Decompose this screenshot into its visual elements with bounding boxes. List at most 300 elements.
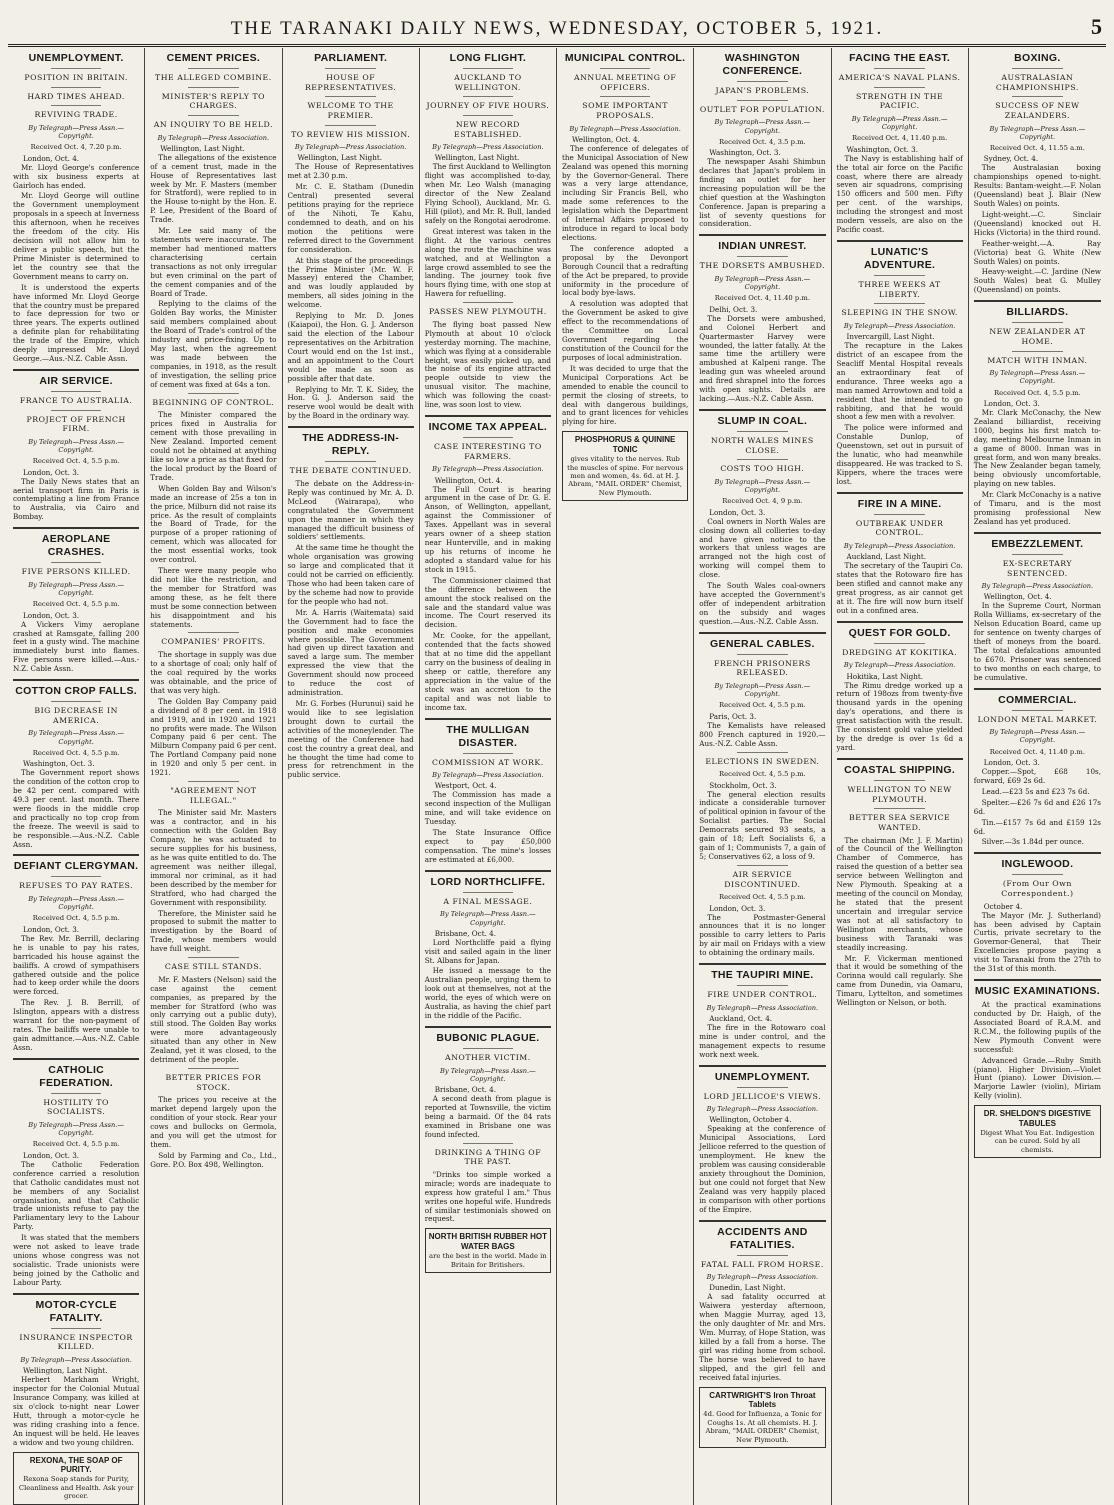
article-paragraph: The Full Court is hearing argument in the case of Dr. G. E. Anson, of Wellington, appellant, against the Commissioner of Taxes. Appellant was in several years owner of a sheep station near Hunterville, and in making up his returns of income he adopted a standard value for his stock in 1915. bbox=[424, 484, 551, 574]
article-paragraph: The first Auckland to Wellington flight was accomplished to-day, when Mr. Leo Walsh (managing director of the New Zealand Flying School), Auckland, Mr. G. Hill (pilot), and Mr. R. Bull, landed safely on the Rongotai aerodrome. bbox=[424, 162, 551, 225]
article-byline: By Telegraph—Press Association. bbox=[843, 321, 956, 330]
sub-rule bbox=[325, 125, 376, 126]
article-divider bbox=[837, 240, 963, 242]
article-divider bbox=[699, 963, 825, 965]
article bbox=[699, 234, 825, 404]
article-dateline: London, Oct. 3. bbox=[709, 507, 766, 517]
sub-rule bbox=[51, 87, 102, 88]
article-headline: THE MULLIGAN DISASTER. bbox=[446, 723, 530, 749]
article-byline: By Telegraph—Press Assn.—Copyright. bbox=[28, 437, 124, 455]
article-subheading: AMERICA'S NAVAL PLANS. bbox=[838, 73, 961, 83]
sub-rule bbox=[1012, 68, 1063, 69]
article-received: Received Oct. 4, 5.5 p.m. bbox=[32, 1140, 120, 1149]
article-subheading: SOME IMPORTANT PROPOSALS. bbox=[582, 101, 668, 120]
article bbox=[13, 527, 139, 674]
article-paragraph: The South Wales coal-owners have accepted the Government's offer of independent arbitration on the subsidy and wages question.—Aus.-N.Z. Cable Assn. bbox=[699, 581, 826, 626]
article-byline: By Telegraph—Press Assn.—Copyright. bbox=[714, 477, 811, 495]
sub-rule bbox=[51, 410, 102, 411]
article-paragraph: A second death from plague is reported at Townsville, the victim being a barmaid. Of the 84 rats examined in Brisbane one was found infected. bbox=[424, 1093, 551, 1139]
article-paragraph: Mr. C. E. Statham (Dunedin Central) presented several petitions praying for the repriece of the Nihoti, Te Kahu, condemned to death, and on his motion the petitions were referred direct to the Government for consideration. bbox=[287, 182, 414, 254]
article-dateline: Sydney, Oct. 4. bbox=[983, 154, 1039, 164]
article-paragraph: At the practical examinations conducted by Dr. Haigh, of the Associated Board of R.A.M. and R.C.M., the following pupils of the New Plymouth Convent were successful: bbox=[973, 1000, 1101, 1054]
article-paragraph: Replying to Mr. T. K. Sidey, the Hon. G. J. Anderson said the reserve wool would be dealt with by the Board in the ordinary way. bbox=[287, 384, 414, 421]
article-subheading: NORTH WALES MINES CLOSE. bbox=[710, 436, 814, 455]
article-divider bbox=[425, 870, 551, 872]
article-byline: By Telegraph—Press Assn.—Copyright. bbox=[440, 910, 536, 927]
article-headline: DEFIANT CLERGYMAN. bbox=[13, 860, 139, 873]
article-divider bbox=[974, 688, 1101, 690]
article-headline: EMBEZZLEMENT. bbox=[991, 537, 1084, 550]
sub-rule bbox=[51, 562, 102, 563]
article-paragraph: The Mayor (Mr. J. Sutherland) has been advised by Captain Curtis, private secretary to the Governor-General, that Their Excellencies propose paying a visit to Taranaki from the 27th to the 31st of this month. bbox=[973, 910, 1101, 974]
ad-text: Digest What You Eat. Indigestion can be cured. Sold by all chemists. bbox=[980, 1129, 1095, 1154]
article-byline: By Telegraph—Press Association. bbox=[843, 542, 956, 551]
ad-title: REXONA, THE SOAP OF PURITY. bbox=[29, 1455, 123, 1475]
article-paragraph: Coal owners in North Wales are closing down all collieries to-day and have given notice to the workers that unless wages are arranged not the high cost of working will compel them to close. bbox=[699, 516, 826, 580]
article-subheading: COMPANIES' PROFITS. bbox=[161, 637, 266, 647]
sub-rule bbox=[1012, 322, 1063, 323]
article bbox=[699, 1220, 825, 1383]
article-subheading: LORD JELLICOE'S VIEWS. bbox=[703, 1091, 822, 1101]
article-dateline: London, Oct. 3. bbox=[709, 903, 766, 913]
article-paragraph: The conference of delegates of the Municipal Association of New Zealand was opened this morning by the Governor-General. There was a very large attendance, including Sir Francis Bell, who made some references to the legislation which the Department of Internal Affairs proposed to introduce in regard to local body elections. bbox=[562, 143, 689, 242]
page-number: 5 bbox=[1091, 14, 1102, 39]
article-byline: By Telegraph—Press Association. bbox=[157, 133, 270, 142]
article bbox=[425, 302, 551, 410]
article-paragraph: Mr. Clark McConachy is a native of Timaru, and is the most promising professional New Zealand has yet produced. bbox=[973, 490, 1101, 526]
article-divider bbox=[974, 852, 1101, 854]
article-divider bbox=[13, 854, 139, 856]
article-subheading: DRINKING A THING OF THE PAST. bbox=[434, 1147, 542, 1167]
article-subheading: BEGINNING OF CONTROL. bbox=[152, 397, 275, 407]
article-subheading: HARD TIMES AHEAD. bbox=[27, 91, 125, 101]
article-dateline: Wellington, Last Night. bbox=[160, 143, 245, 153]
article-paragraph: The Golden Bay Company paid a dividend of 8 per cent. in 1918 and 1919, and in 1920 and 1921 no profits were made. The Wilson Company paid 6 per cent. The Milburn Company paid 6 per cent. The Portland Company paid none in 1920 and only 5 per cent. in 1921. bbox=[150, 696, 277, 778]
article-paragraph: The conference adopted a proposal by the Devonport Borough Council that a redrafting of the Act be prepared, to provide uniformity in the procedure of local body bye-laws. bbox=[562, 243, 689, 298]
sub-rule bbox=[188, 632, 239, 633]
sub-rule bbox=[600, 96, 651, 97]
article-divider bbox=[699, 1220, 825, 1222]
article-received: Received Oct. 4, 5.5 p.m. bbox=[32, 457, 120, 466]
article-subheading: MATCH WITH INMAN. bbox=[987, 355, 1088, 365]
article-paragraph: The Catholic Federation conference carried a resolution that Catholic candidates must not be members of any Socialist organisation, and that Catholic trade unionists refuse to pay the Parliamentary levy to the Labour Party. bbox=[13, 1159, 140, 1232]
article-headline: INCOME TAX APPEAL. bbox=[428, 421, 548, 434]
article-paragraph: The Commissioner claimed that the difference between the amount the stock realised on the sale and the standard value was income. The Court reserved its decision. bbox=[424, 575, 551, 630]
sub-rule bbox=[737, 985, 788, 986]
article-subheading: BETTER SEA SERVICE WANTED. bbox=[849, 813, 951, 832]
article bbox=[425, 1026, 551, 1140]
article-subheading: LONDON METAL MARKET. bbox=[977, 714, 1098, 724]
advertisement bbox=[425, 1228, 551, 1273]
article-paragraph: Mr. F. Vickerman mentioned that it would be something of the Corinna would call regularly. She came from Dunedin, via Oamaru, Timaru, Lyttelton, and sometimes Wellington or Nelson, or both. bbox=[836, 953, 963, 1008]
sub-rule bbox=[1012, 554, 1063, 555]
sub-rule bbox=[737, 431, 788, 432]
article-byline: By Telegraph—Press Assn.—Copyright. bbox=[28, 123, 124, 141]
article-dateline: London, Oct. 3. bbox=[23, 610, 80, 620]
article-byline: By Telegraph—Press Association. bbox=[706, 1003, 819, 1012]
article-byline: By Telegraph—Press Association. bbox=[20, 1356, 132, 1365]
article-subheading: TO REVIEW HIS MISSION. bbox=[291, 129, 411, 139]
article-dateline: Wellington, Oct. 4. bbox=[572, 134, 640, 144]
article-paragraph: The Commission has made a second inspection of the Mulligan mine, and will take evidence on Tuesday. bbox=[424, 790, 551, 827]
article-subheading: COSTS TOO HIGH. bbox=[720, 464, 805, 474]
article-byline: By Telegraph—Press Assn.—Copyright. bbox=[989, 728, 1086, 745]
article-dateline: London, Oct. 3. bbox=[983, 758, 1040, 768]
article-subheading: DREDGING AT KOKITIKA. bbox=[842, 647, 958, 657]
article-subheading: THE DEBATE CONTINUED. bbox=[289, 466, 412, 476]
article-subheading: NEW RECORD ESTABLISHED. bbox=[454, 119, 522, 139]
article-headline: LUNATIC'S ADVENTURE. bbox=[863, 245, 936, 271]
article-dateline: Wellington, Last Night. bbox=[23, 1366, 108, 1376]
article-received: Received Oct. 4, 5.5 p.m. bbox=[719, 701, 806, 710]
article bbox=[699, 1065, 825, 1215]
article-paragraph: Mr. Lee said many of the statements were inaccurate. The member had mentioned matters characterising certain transactions as not only irregular but even criminal on the part of the cement companies and of the Board of Trade. bbox=[150, 226, 277, 298]
advertisement bbox=[13, 1452, 139, 1505]
article bbox=[13, 679, 139, 849]
article bbox=[837, 492, 963, 616]
sub-rule bbox=[463, 437, 514, 438]
article-subheading: COMMISSION AT WORK. bbox=[432, 757, 544, 767]
sub-rule bbox=[51, 701, 102, 702]
sub-rule bbox=[874, 808, 925, 809]
article-subheading: SLEEPING IN THE SNOW. bbox=[841, 308, 958, 318]
article-subheading: JOURNEY OF FIVE HOURS. bbox=[426, 101, 550, 111]
article-paragraph: The debate on the Address-in-Reply was continued by Mr. A. D. McLeod (Wairarapa), who congratulated the Government upon the manner in which they managed the difficult business of soldiers' settlements. bbox=[287, 478, 414, 542]
article-headline: CATHOLIC FEDERATION. bbox=[39, 1063, 113, 1089]
sub-rule bbox=[325, 68, 376, 69]
advertisement bbox=[699, 1387, 825, 1449]
article-paragraph: Mr. Lloyd George will outline the Government unemployment proposals in a speech at Inverness this afternoon, when he receives the freedom of the city. His decision will not allow him to deliver a public speech, but the Prime Minister is determined to let the country see that the Government means to carry on. bbox=[13, 191, 140, 281]
article-paragraph: In the Supreme Court, Norman Rolla Williams, ex-secretary of the Nelson Education Board, came up for sentence on twenty charges of theft of moneys from the board. The total defalcations amounted to £670. Prisoner was sentenced to two months on each charge, to be cumulative. bbox=[973, 601, 1101, 682]
article-dateline: Wellington, Oct. 4. bbox=[434, 475, 503, 485]
article-subheading: "AGREEMENT NOT ILLEGAL." bbox=[170, 786, 257, 805]
advertisement bbox=[562, 431, 688, 501]
sub-rule bbox=[874, 780, 925, 781]
article-dateline: London, Oct. 3. bbox=[983, 398, 1040, 408]
article-dateline: London, Oct. 4. bbox=[23, 153, 80, 163]
article-subheading: JAPAN'S PROBLEMS. bbox=[715, 86, 810, 96]
article-paragraph: The secretary of the Taupiri Co. states that the Rotowaro fire has been stifled and cannot make any great progress, as air cannot get at it. The fire will now burn itself out in a confined area. bbox=[836, 561, 963, 615]
article-paragraph: The general election results indicate a considerable turnover of political opinion in favour of the Socialist parties. The Social Democrats secured 93 seats, a gain of 18; Left Socialists 6, a gain of 1; Communists 7, a gain of 5; Conservatives 62, a loss of 9. bbox=[699, 789, 826, 861]
article-byline: By Telegraph—Press Association. bbox=[294, 143, 407, 152]
article-paragraph: Mr. Clark McConachy, the New Zealand billiardist, receiving 1000, begins his first match to-day, meeting Melbourne Inman in a game of 8000. Inman was in great form, and won many breaks. The New Zealander began tamely, being obviously uncomfortable, playing on new tables. bbox=[973, 407, 1101, 489]
article-paragraph: Silver.—3s 1.84d per ounce. bbox=[981, 837, 1084, 847]
article bbox=[562, 52, 688, 427]
article bbox=[837, 758, 963, 1008]
article-subheading: ELECTIONS IN SWEDEN. bbox=[705, 756, 820, 766]
article-received: Received Oct. 4, 3.5 p.m. bbox=[719, 137, 806, 146]
article-received: Received Oct. 4, 5.5 p.m. bbox=[32, 748, 120, 757]
article bbox=[13, 1058, 139, 1288]
article-headline: FACING THE EAST. bbox=[849, 52, 951, 64]
article-paragraph: Feather-weight.—A. Ray (Victoria) beat G. White (New South Wales) on points. bbox=[973, 238, 1101, 266]
article-divider bbox=[699, 234, 825, 236]
article-subheading: CASE STILL STANDS. bbox=[164, 962, 262, 972]
article-byline: By Telegraph—Press Assn.—Copyright. bbox=[851, 114, 948, 132]
article-dateline: London, Oct. 3. bbox=[23, 467, 80, 477]
article-received: Received Oct. 4, 5.5 p.m. bbox=[719, 770, 806, 779]
article bbox=[150, 393, 276, 630]
sub-rule bbox=[51, 391, 102, 392]
article-headline: BUBONIC PLAGUE. bbox=[436, 1031, 540, 1044]
sub-rule bbox=[463, 753, 514, 754]
article bbox=[699, 963, 825, 1059]
sub-rule bbox=[188, 68, 239, 69]
article-paragraph: Mr. G. Forbes (Hurunui) said he would like to see legislation brought down to curtail the activities of the moneylender. The meeting of the Conference had cost the country a great deal, and he thought the time had come to press for retrenchment in the public service. bbox=[287, 699, 414, 780]
article-dateline: Delhi, Oct. 3. bbox=[709, 304, 758, 314]
article-paragraph: The State Insurance Office expect to pay £50,000 compensation. The mine's losses are estimated at £6,000. bbox=[424, 828, 551, 864]
article-received: Received Oct. 4, 11.40 p.m. bbox=[851, 134, 948, 143]
article-received: Received Oct. 4, 7.20 p.m. bbox=[30, 143, 122, 152]
article-subheading: FIVE PERSONS KILLED. bbox=[21, 567, 131, 577]
sub-rule bbox=[874, 68, 925, 69]
article-paragraph: The Postmaster-General announces that it is no longer possible to carry letters to Paris by air mail on Fridays with a view to obtaining the ordinary mails. bbox=[699, 912, 826, 958]
article-paragraph: When Golden Bay and Wilson's made an increase of 25s a ton in the price, Milburn did not raise its price. As the result of complaints the Board of Trade, for the purpose of a proper rationing of cement, which was allocated for the most essential works, took over control. bbox=[150, 483, 277, 565]
article bbox=[288, 52, 414, 421]
article-headline: THE TAUPIRI MINE. bbox=[711, 969, 814, 982]
column-5 bbox=[557, 48, 694, 1505]
sub-rule bbox=[1012, 710, 1063, 711]
article bbox=[150, 1068, 276, 1170]
article-paragraph: Great interest was taken in the flight. At the various centres along the route the machine was watched, and at Wellington a large crowd assembled to see the landing. The journey took five hours flying time, with one stop at Hawera for refuelling. bbox=[424, 226, 551, 299]
sub-rule bbox=[325, 461, 376, 462]
article-dateline: Brisbane, Oct. 4. bbox=[434, 1084, 497, 1094]
article-byline: By Telegraph—Press Assn.—Copyright. bbox=[714, 118, 811, 135]
news-columns bbox=[8, 48, 1106, 1501]
sub-rule bbox=[188, 393, 239, 394]
article-subheading: ANOTHER VICTIM. bbox=[444, 1052, 531, 1062]
article-subheading: REVIVING TRADE. bbox=[34, 110, 118, 120]
article-paragraph: A sad fatality occurred at Waiwera yesterday afternoon, when Maggie Murray, aged 13, the only daughter of Mr. and Mrs. Wm. Murray, of Hope Station, was killed by a fall from a horse. The girl was riding home from school. The horse was believed to have slipped, and the girl fell and received fatal injuries. bbox=[699, 1292, 826, 1382]
article-paragraph: Lord Northcliffe paid a flying visit and sailed again in the liner St. Albans for Japan. bbox=[424, 937, 551, 965]
article-paragraph: Mr. F. Masters (Nelson) said the case against the cement companies, as prepared by the member for Stratford (who was only carrying out a public duty), still stood. The Golden Bay works were more advantageously situated than any other in New Zealand, yet it was closed, to the detriment of the people. bbox=[150, 974, 277, 1065]
article-headline: SLUMP IN COAL. bbox=[717, 414, 808, 427]
sub-rule bbox=[463, 302, 514, 303]
article-received: Received Oct. 4, 5.5 p.m. bbox=[32, 600, 120, 609]
article-paragraph: The Rev. J. B. Berrill, of Islington, appears with a distress warrant for the non-payment of rates. The bailiffs were unable to gain admittance.—Aus.-N.Z. Cable Assn. bbox=[13, 998, 140, 1052]
article-subheading: SUCCESS OF NEW ZEALANDERS. bbox=[995, 101, 1080, 120]
sub-rule bbox=[737, 1087, 788, 1088]
article bbox=[837, 621, 963, 753]
article-byline: By Telegraph—Press Association. bbox=[706, 1105, 819, 1114]
article-headline: AEROPLANE CRASHES. bbox=[41, 533, 111, 559]
article bbox=[288, 426, 414, 780]
sub-rule bbox=[463, 96, 514, 97]
article-subheading: A FINAL MESSAGE. bbox=[443, 896, 533, 906]
article bbox=[974, 852, 1101, 974]
article-headline: INGLEWOOD. bbox=[1001, 858, 1074, 871]
article bbox=[13, 52, 139, 364]
masthead bbox=[8, 14, 1106, 47]
article-paragraph: The Rev. Mr. Berrill, declaring he is unable to pay his rates, barricaded his house against the bailiffs. A crowd of sympathisers gathered outside and the police had to keep order while the doors were forced. bbox=[13, 933, 140, 997]
article-headline: FIRE IN A MINE. bbox=[857, 497, 942, 510]
article-dateline: Wellington, Last Night. bbox=[434, 153, 520, 163]
article-divider bbox=[699, 409, 825, 411]
article-byline: By Telegraph—Press Assn.—Copyright. bbox=[28, 895, 124, 912]
article-divider bbox=[425, 1026, 551, 1028]
article-subheading: PASSES NEW PLYMOUTH. bbox=[429, 307, 547, 317]
article-byline: By Telegraph—Press Assn.—Copyright. bbox=[989, 369, 1086, 386]
article-byline: By Telegraph—Press Association. bbox=[981, 582, 1094, 591]
ad-text: Rexona Soap stands for Purity, Cleanliness and Health. Ask your grocer. bbox=[18, 1475, 134, 1501]
column-8 bbox=[969, 48, 1106, 1505]
sub-rule bbox=[463, 115, 514, 116]
article-headline: UNEMPLOYMENT. bbox=[714, 1070, 810, 1083]
article-subheading: PROJECT OF FRENCH FIRM. bbox=[26, 414, 126, 434]
sub-rule bbox=[188, 781, 239, 782]
article-subheading: STRENGTH IN THE PACIFIC. bbox=[856, 91, 944, 111]
article-divider bbox=[974, 532, 1101, 534]
article-received: Received Oct. 4, 11.40 p.m. bbox=[989, 747, 1086, 756]
article-subheading: FIRE UNDER CONTROL. bbox=[707, 990, 818, 1000]
article-byline: By Telegraph—Press Assn.—Copyright. bbox=[28, 729, 124, 746]
article-received: Received Oct. 4, 9 p.m. bbox=[722, 497, 803, 506]
article-headline: BOXING. bbox=[1014, 52, 1061, 64]
sub-rule bbox=[51, 876, 102, 877]
article-byline: By Telegraph—Press Association. bbox=[432, 771, 544, 780]
article bbox=[13, 369, 139, 522]
article-divider bbox=[13, 1058, 139, 1060]
article bbox=[150, 52, 276, 390]
article-paragraph: Sold by Farming and Co., Ltd., Gore. P.O. Box 498, Wellington. bbox=[150, 1150, 277, 1169]
ad-title: PHOSPHORUS & QUININE TONIC bbox=[574, 435, 676, 455]
article-byline: By Telegraph—Press Assn.—Copyright. bbox=[714, 682, 811, 699]
article-paragraph: The chairman (Mr. J. F. Martin) of the Council of the Wellington Chamber of Commerce, has raised the question of a better sea service between Wellington and New Plymouth. Speaking at a meeting of the council on Monday, he stated that the present uncertain and irregular service was not at all satisfactory to Wellington merchants, whose business with Taranaki was steadily increasing. bbox=[836, 835, 963, 952]
article-paragraph: The Kemalists have released 800 French captured in 1920.—Aus.-N.Z. Cable Assn. bbox=[699, 720, 826, 748]
article bbox=[974, 979, 1101, 1101]
sub-rule bbox=[188, 115, 239, 116]
sub-rule bbox=[737, 865, 788, 866]
article-divider bbox=[699, 1065, 825, 1067]
article-paragraph: The allegations of the existence of a cement trust, made in the House of Representatives last week by Mr. F. Masters (member for Stratford), were replied to in the House to-night by the Hon. E. P. Lee, President of the Board of Trade. bbox=[150, 152, 277, 225]
article-paragraph: The shortage in supply was due to a shortage of coal; only half of the coal required by the works was obtainable, and the price of that was very high. bbox=[150, 650, 277, 695]
article bbox=[974, 532, 1101, 683]
article-paragraph: Mr. Cooke, for the appellant, contended that the facts showed that at no time did the appellant carry on the business of dealing in sheep or cattle, therefore any appreciation in the value of the stock was an accretion to the capital and was not liable to income tax. bbox=[424, 631, 551, 712]
article-received: Received Oct. 4, 5.5 p.m. bbox=[994, 388, 1081, 397]
article-paragraph: The newspaper Asahi Shimbun declares that Japan's problem in finding an outlet for her increasing population will be the chief question at the Washington Conference. Japan is preparing a list of seventy questions for consideration. bbox=[699, 157, 826, 229]
article-paragraph: At this stage of the proceedings the Prime Minister (Mr. W. F. Massey) entered the Chamber, and was loudly applauded by members, all sides joining in the welcome. bbox=[287, 255, 414, 310]
sub-rule bbox=[737, 81, 788, 82]
article-dateline: Invercargill, Last Night. bbox=[846, 332, 935, 342]
article bbox=[150, 632, 276, 778]
article-paragraph: Mr. A. Harris (Waitemata) said the Government had to face the position and make economies where possible. The Government had given up direct taxation and saved a large sum. The member expressed the view that the Government should now proceed to reduce the cost of administration. bbox=[287, 607, 414, 698]
article-subheading: FRANCE TO AUSTRALIA. bbox=[19, 395, 133, 405]
article-subheading: HOSTILITY TO SOCIALISTS. bbox=[43, 1097, 109, 1117]
article-dateline: Wellington, October 4. bbox=[709, 1115, 792, 1125]
article-subheading: ANNUAL MEETING OF OFFICERS. bbox=[573, 73, 677, 92]
article-dateline: London, Oct. 3. bbox=[23, 1150, 80, 1160]
ad-title: CARTWRIGHT'S Iron Throat Tablets bbox=[709, 1390, 816, 1410]
sub-rule bbox=[874, 514, 925, 515]
article-subheading: AUCKLAND TO WELLINGTON. bbox=[454, 73, 522, 92]
article-paragraph: It is understood the experts have informed Mr. Lloyd George that the country must be prepared to face depression for two or three years. The experts outlined a definite plan for rehabilitating the trade of the Empire, which deeply impressed Mr. Lloyd George.—Aus.-N.Z. Cable Assn. bbox=[13, 282, 140, 364]
sub-rule bbox=[51, 1328, 102, 1329]
article-paragraph: The Government report shows the condition of the cotton crop to be 42 per cent. compared with 49.3 per cent. last month. There were floods in the middle crop and practically no top crop from the freeze. The weevil is said to be responsible.—Aus.-N.Z. Cable Assn. bbox=[13, 768, 140, 849]
sub-rule bbox=[874, 643, 925, 644]
article-paragraph: The police were informed and Constable Dunlop, of Queenstown, set out in pursuit of the lunatic, who had meanwhile disappeared. He was tracked to S. Kippers, where the traces were lost. bbox=[836, 423, 963, 486]
article-paragraph: The Australasian boxing championships opened to-night. Results: Bantam-weight.—F. Nolan (Queensland) beat J. Blair (New South Wales) on points. bbox=[973, 163, 1101, 209]
article-subheading: MINISTER'S REPLY TO CHARGES. bbox=[161, 91, 265, 111]
article-headline: MUSIC EXAMINATIONS. bbox=[974, 985, 1100, 998]
article-dateline: Washington, Oct. 3. bbox=[709, 148, 781, 158]
sub-rule bbox=[51, 105, 102, 106]
article-subheading: (From Our Own Correspondent.) bbox=[1001, 879, 1074, 899]
article-divider bbox=[13, 1293, 139, 1295]
article-paragraph: Tin.—£157 7s 6d and £159 12s 6d. bbox=[973, 817, 1101, 836]
article-divider bbox=[837, 492, 963, 494]
column-4 bbox=[420, 48, 557, 1505]
sub-rule bbox=[1012, 874, 1063, 875]
article-received: Received Oct. 4, 5.5 p.m. bbox=[719, 893, 806, 902]
article-paragraph: Spelter.—£26 7s 6d and £26 17s 6d. bbox=[973, 797, 1101, 816]
advertisement bbox=[974, 1105, 1101, 1158]
sub-rule bbox=[188, 957, 239, 958]
article-paragraph: There were many people who did not like the restriction, and the member for Stratford was among these, as he felt there must be some connection between his disappointment and his statements. bbox=[150, 566, 277, 629]
article-subheading: FATAL FALL FROM HORSE. bbox=[700, 1259, 824, 1269]
article-headline: COTTON CROP FALLS. bbox=[15, 685, 137, 698]
article-subheading: AUSTRALASIAN CHAMPIONSHIPS. bbox=[995, 73, 1079, 92]
article-headline: UNEMPLOYMENT. bbox=[28, 52, 124, 64]
article-paragraph: A resolution was adopted that the Government be asked to give effect to the recommendations of the Committee on Local Government regarding the constitution of the Council for the purposes of local administration. bbox=[562, 299, 689, 362]
article-paragraph: Replying to the claims of the Golden Bay works, the Minister said members complained about the Board of Trade's control of the industry and price-fixing. Up to May last, when the agreement was made between the companies, in 1918, as the result of investigation, the selling price of cement was fixed at 64s a ton. bbox=[150, 299, 277, 389]
article-subheading: WELCOME TO THE PREMIER. bbox=[307, 101, 394, 120]
ad-text: gives vitality to the nerves. Rub the muscles of spine. For nervous men and women, 4s. 6d. at H. J. Abram, "MAIL ORDER" Chemist, New Plymouth. bbox=[567, 455, 684, 497]
article-paragraph: Heavy-weight.—C. Jardine (New South Wales) beat G. Mulley (Queensland) on points. bbox=[973, 267, 1101, 295]
article bbox=[974, 300, 1101, 527]
article-dateline: Washington, Oct. 3. bbox=[846, 144, 919, 154]
article bbox=[699, 632, 825, 749]
article-divider bbox=[13, 679, 139, 681]
sub-rule bbox=[737, 654, 788, 655]
article-paragraph: Lead.—£23 5s and £23 7s 6d. bbox=[981, 786, 1090, 796]
article-paragraph: It was decided to urge that the Municipal Corporations Act be amended to enable the council to permit the closing of streets, to deal with dangerous buildings, and to grant licences for vehicles plying for hire. bbox=[562, 363, 689, 427]
article-subheading: WELLINGTON TO NEW PLYMOUTH. bbox=[847, 784, 952, 804]
article-received: Received Oct. 4, 11.40 p.m. bbox=[714, 294, 811, 303]
article-headline: ACCIDENTS AND FATALITIES. bbox=[717, 1225, 808, 1251]
article bbox=[699, 409, 825, 627]
article-dateline: Hokitika, Last Night. bbox=[846, 671, 924, 681]
article-subheading: THREE WEEKS AT LIBERTY. bbox=[858, 280, 941, 299]
article-paragraph: A Vickers Vimy aeroplane crashed at Ramsgate, falling 200 feet in a gusty wind. The machine immediately burst into flames. Five persons were killed.—Aus.-N.Z. Cable Assn. bbox=[13, 619, 140, 674]
sub-rule bbox=[1012, 351, 1063, 352]
article-subheading: AIR SERVICE DISCONTINUED. bbox=[724, 869, 801, 889]
article bbox=[974, 688, 1101, 848]
article-headline: BILLIARDS. bbox=[1006, 306, 1069, 319]
sub-rule bbox=[737, 459, 788, 460]
article-paragraph: The Minister said Mr. Masters was a contractor, and in his connection with the Golden Bay Company, he was actuated to secure supplies for his business, as he was quite entitled to do. The agreement was neither illegal, immoral nor criminal, as it had been described by the member for Stratford, who had charged the Government with responsibility. bbox=[150, 808, 277, 907]
article-headline: COMMERCIAL. bbox=[998, 693, 1077, 706]
article bbox=[13, 854, 139, 1052]
article-divider bbox=[13, 369, 139, 371]
article-subheading: THE DORSETS AMBUSHED. bbox=[699, 261, 826, 271]
article-paragraph: The Dorsets were ambushed, and Colonel Herbert and Quartermaster Harvey were wounded, the latter fatally. At the same time the artillery were ambushed at Kalpeni range. The leading gun was wheeled around and fired shrapnel into the forces with open sights. Details are lacking.—Aus.-N.Z. Cable Assn. bbox=[699, 313, 826, 404]
article-paragraph: The flying boat passed New Plymouth at about 10 o'clock yesterday morning. The machine, which was flying at a considerable height, was easily picked up, and the noise of its engine attracted people outside to view the unusual visitor. The machine, which was following the coast-line, was soon lost to view. bbox=[424, 319, 551, 410]
sub-rule bbox=[188, 1068, 239, 1069]
article-headline: CEMENT PRICES. bbox=[166, 52, 261, 64]
sub-rule bbox=[463, 1048, 514, 1049]
article-paragraph: The recapture in the Lakes district of an escapee from the Seacliff Mental Hospital reveals an extraordinary feat of endurance. Three weeks ago a man named Arrowtown and told a resident that he intended to go rabbiting, and that he would shoot a few men with a revolver. bbox=[836, 341, 963, 422]
article-headline: THE ADDRESS-IN-REPLY. bbox=[302, 432, 400, 458]
article-subheading: BIG DECREASE IN AMERICA. bbox=[34, 706, 118, 725]
article-dateline: Auckland, Oct. 4. bbox=[709, 1013, 773, 1023]
article-paragraph: The Daily News states that an aerial transport firm in Paris is contemplating a line from France to Australia, via Cairo and Bombay. bbox=[13, 476, 140, 522]
article-paragraph: Light-weight.—C. Sinclair (Queensland) knocked out H. Hicks (Victoria) in the third round. bbox=[973, 209, 1101, 237]
article-subheading: BETTER PRICES FOR STOCK. bbox=[165, 1072, 262, 1092]
article-divider bbox=[425, 718, 551, 720]
article-subheading: FRENCH PRISONERS RELEASED. bbox=[714, 658, 811, 678]
article bbox=[837, 240, 963, 487]
sub-rule bbox=[188, 87, 239, 88]
